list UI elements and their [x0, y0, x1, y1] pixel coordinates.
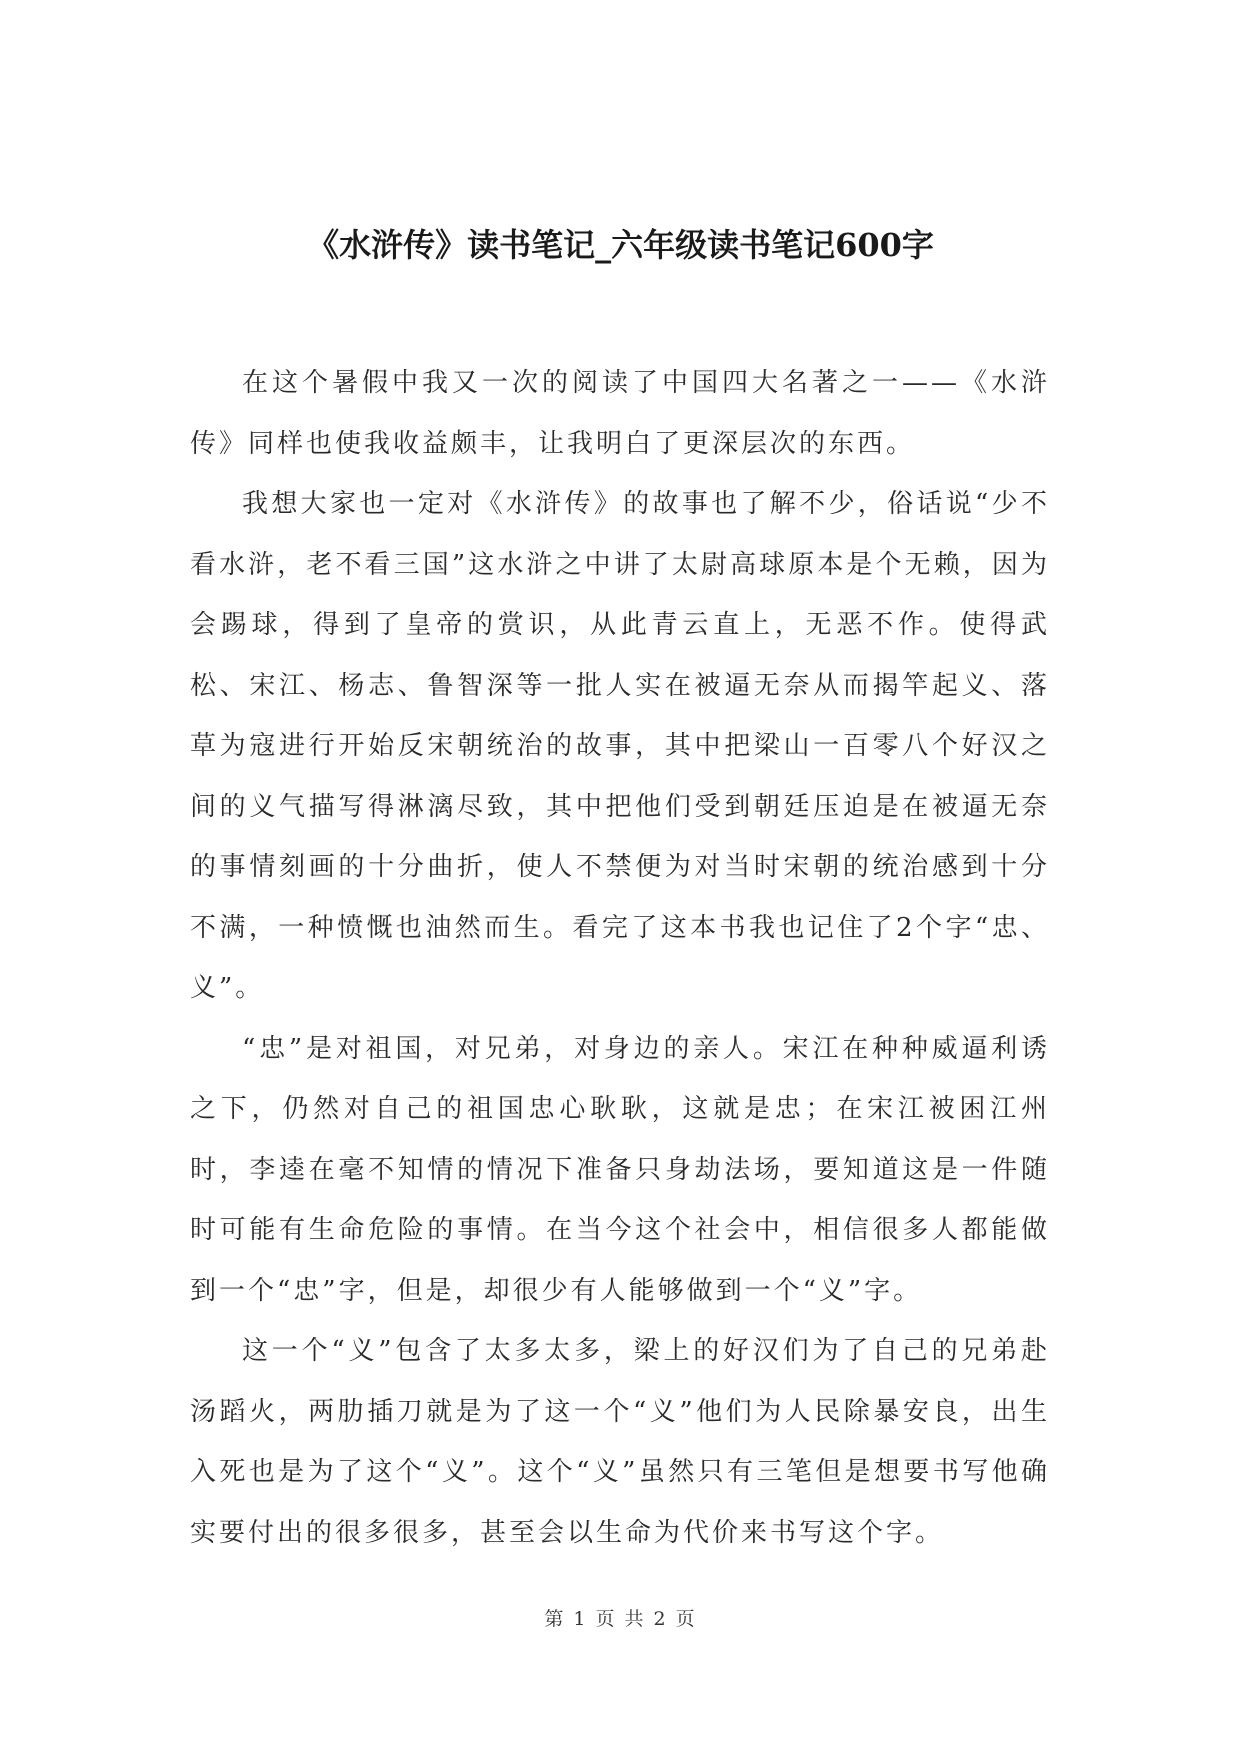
paragraph-righteousness: 这一个“义”包含了太多太多，梁上的好汉们为了自己的兄弟赴汤蹈火，两肋插刀就是为了这一个“义”他们为人民除暴安良，出生入死也是为了这个“义”。这个“义”虽然只有三笔但是想要书写他确实要付出的很多很多，甚至会以生命为代价来书写这个字。 — [190, 1336, 1050, 1548]
paragraph-story-summary: 我想大家也一定对《水浒传》的故事也了解不少，俗话说“少不看水浒，老不看三国”这水浒之中讲了太尉高球原本是个无赖，因为会踢球，得到了皇帝的赏识，从此青云直上，无恶不作。使得武松、宋江、杨志、鲁智深等一批人实在被逼无奈从而揭竿起义、落草为寇进行开始反宋朝统治的故事，其中把梁山一百零八个好汉之间的义气描写得淋漓尽致，其中把他们受到朝廷压迫是在被逼无奈的事情刻画的十分曲折，使人不禁便为对当时宋朝的统治感到十分不满，一种愤慨也油然而生。看完了这本书我也记住了2个字“忠、义”。 — [190, 489, 1050, 1003]
paragraph-intro: 在这个暑假中我又一次的阅读了中国四大名著之一——《水浒传》同样也使我收益颇丰，让我明白了更深层次的东西。 — [190, 368, 1050, 459]
document-title: 《水浒传》读书笔记_六年级读书笔记600字 — [307, 226, 934, 264]
page-number-footer: 第 1 页 共 2 页 — [544, 1608, 697, 1630]
document-body — [190, 353, 1050, 1563]
paragraph-loyalty: “忠”是对祖国，对兄弟，对身边的亲人。宋江在种种威逼利诱之下，仍然对自己的祖国忠心耿耿，这就是忠；在宋江被困江州时，李逵在毫不知情的情况下准备只身劫法场，要知道这是一件随时可能有生命危险的事情。在当今这个社会中，相信很多人都能做到一个“忠”字，但是，却很少有人能够做到一个“义”字。 — [190, 1033, 1050, 1306]
